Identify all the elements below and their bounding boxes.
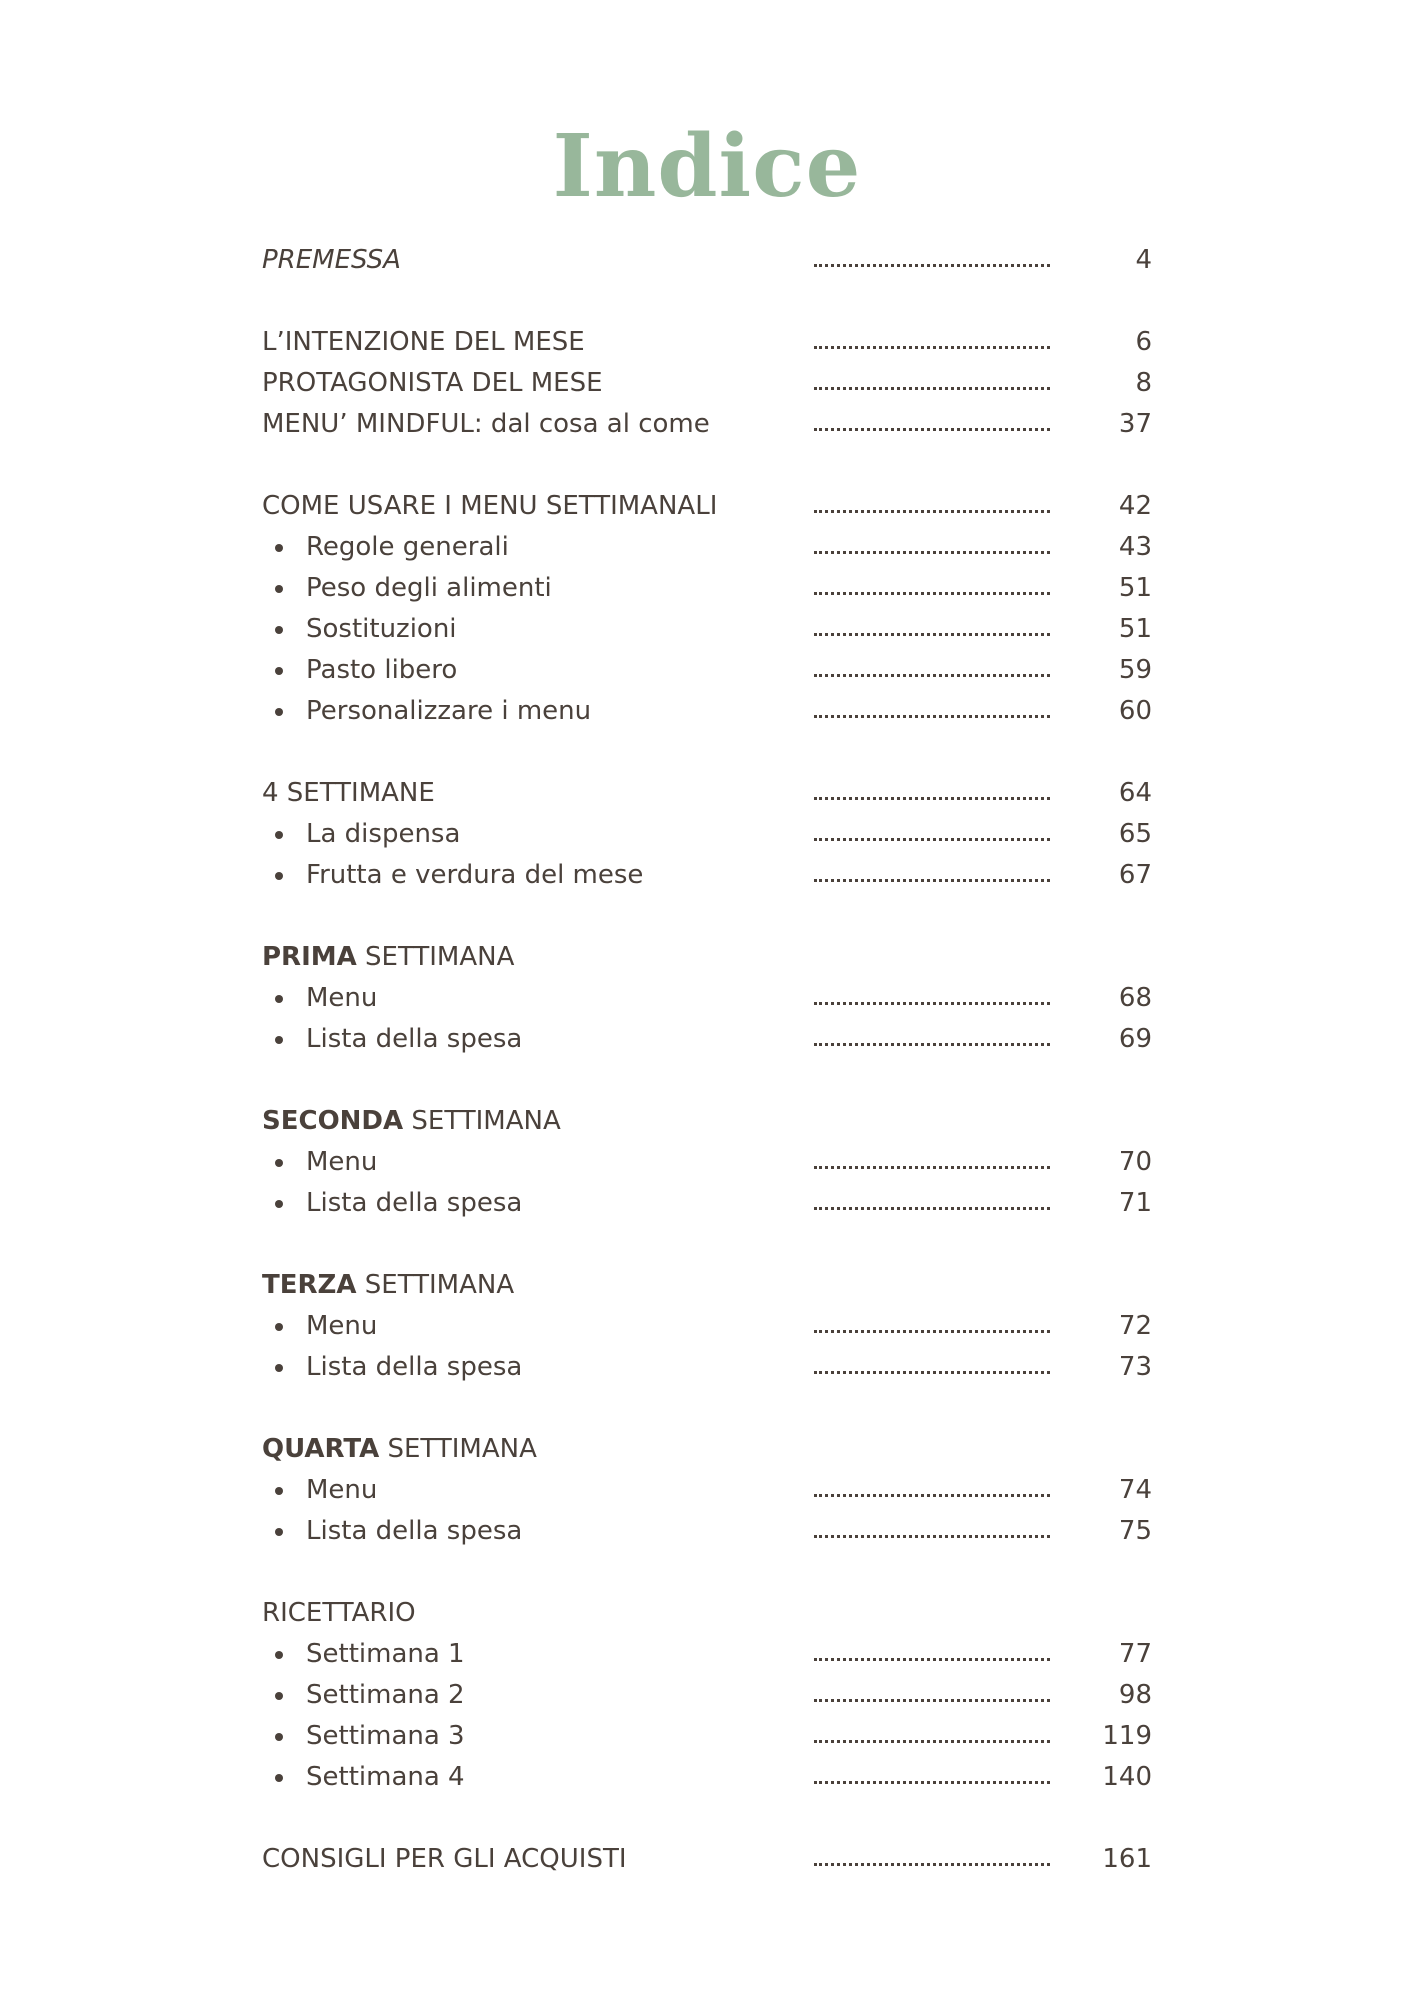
- dot-leader: [814, 1658, 1050, 1661]
- toc-entry-label-emphasis: TERZA: [262, 1270, 357, 1300]
- toc-page-number: 161: [1102, 1844, 1152, 1874]
- page-title: Indice: [552, 116, 862, 217]
- toc-entry[interactable]: [262, 363, 1152, 404]
- bullet-icon: [275, 1159, 283, 1167]
- toc-entry-label: Settimana 2: [306, 1680, 465, 1710]
- toc-entry-label: COME USARE I MENU SETTIMANALI: [262, 491, 718, 521]
- toc-entry-label: Menu: [306, 1311, 378, 1341]
- toc-page-number: 70: [1118, 1147, 1152, 1177]
- toc-subentry[interactable]: [262, 1757, 1152, 1798]
- toc-entry-label: Peso degli alimenti: [306, 573, 552, 603]
- bullet-icon: [275, 995, 283, 1003]
- toc-entry[interactable]: [262, 937, 1152, 978]
- bullet-icon: [275, 1774, 283, 1782]
- bullet-icon: [275, 872, 283, 880]
- dot-leader: [814, 1330, 1050, 1333]
- toc-entry-label-rest: SETTIMANA: [379, 1434, 537, 1464]
- toc-entry[interactable]: [262, 1429, 1152, 1470]
- toc-subentry[interactable]: [262, 568, 1152, 609]
- dot-leader: [814, 346, 1050, 349]
- toc-subentry[interactable]: [262, 609, 1152, 650]
- toc-entry-label: PREMESSA: [262, 245, 401, 275]
- bullet-icon: [275, 585, 283, 593]
- toc-entry[interactable]: [262, 1265, 1152, 1306]
- toc-entry-label-emphasis: QUARTA: [262, 1434, 380, 1464]
- dot-leader: [814, 1494, 1050, 1497]
- dot-leader: [814, 1781, 1050, 1784]
- bullet-icon: [275, 544, 283, 552]
- dot-leader: [814, 1043, 1050, 1046]
- toc-entry[interactable]: [262, 1101, 1152, 1142]
- toc-entry[interactable]: [262, 404, 1152, 445]
- toc-page-number: 37: [1118, 409, 1152, 439]
- dot-leader: [814, 838, 1050, 841]
- toc-subentry[interactable]: [262, 1634, 1152, 1675]
- toc-entry-label: La dispensa: [306, 819, 461, 849]
- toc-entry-label: PROTAGONISTA DEL MESE: [262, 368, 603, 398]
- toc-entry-label: MENU’ MINDFUL: dal cosa al come: [262, 409, 710, 439]
- toc-subentry[interactable]: [262, 1347, 1152, 1388]
- toc-subentry[interactable]: [262, 1019, 1152, 1060]
- toc-entry-label: CONSIGLI PER GLI ACQUISTI: [262, 1844, 627, 1874]
- toc-page-number: 42: [1118, 491, 1152, 521]
- toc-page-number: 119: [1102, 1721, 1152, 1751]
- dot-leader: [814, 551, 1050, 554]
- toc-page-number: 65: [1118, 819, 1152, 849]
- toc-entry-label: Menu: [306, 1147, 378, 1177]
- toc-subentry[interactable]: [262, 814, 1152, 855]
- toc-entry[interactable]: [262, 1839, 1152, 1880]
- toc-entry-label-rest: SETTIMANA: [403, 1106, 561, 1136]
- toc-entry-label-rest: SETTIMANA: [356, 1270, 515, 1300]
- dot-leader: [814, 715, 1050, 718]
- dot-leader: [814, 1207, 1050, 1210]
- toc-subentry[interactable]: [262, 1675, 1152, 1716]
- toc-subentry[interactable]: [262, 1716, 1152, 1757]
- toc-entry-label: Settimana 1: [306, 1639, 465, 1669]
- toc-page-number: 4: [1135, 245, 1152, 275]
- dot-leader: [814, 592, 1050, 595]
- toc-page-number: 69: [1118, 1024, 1152, 1054]
- dot-leader: [814, 264, 1050, 267]
- bullet-icon: [275, 626, 283, 634]
- toc-entry[interactable]: [262, 1593, 1152, 1634]
- toc-page-number: 75: [1118, 1516, 1152, 1546]
- toc-page-number: 71: [1118, 1188, 1152, 1218]
- toc-page-number: 43: [1118, 532, 1152, 562]
- bullet-icon: [275, 1323, 283, 1331]
- toc-entry-label: [262, 1429, 537, 1470]
- dot-leader: [814, 510, 1050, 513]
- toc-entry-label-emphasis: SECONDA: [262, 1106, 404, 1136]
- dot-leader: [814, 674, 1050, 677]
- toc-page-number: 51: [1118, 573, 1152, 603]
- toc-entry-label: RICETTARIO: [262, 1598, 416, 1628]
- bullet-icon: [275, 1692, 283, 1700]
- dot-leader: [814, 1740, 1050, 1743]
- dot-leader: [814, 633, 1050, 636]
- toc-subentry[interactable]: [262, 1511, 1152, 1552]
- bullet-icon: [275, 1528, 283, 1536]
- toc-entry[interactable]: [262, 322, 1152, 363]
- toc-subentry[interactable]: [262, 1470, 1152, 1511]
- toc-entry-label: [262, 1265, 514, 1306]
- toc-entry-label: Sostituzioni: [306, 614, 457, 644]
- toc-entry-label: Settimana 4: [306, 1762, 465, 1792]
- toc-subentry[interactable]: [262, 1142, 1152, 1183]
- toc-page-number: 68: [1118, 983, 1152, 1013]
- toc-entry-label: L’INTENZIONE DEL MESE: [262, 327, 585, 357]
- toc-entry-label: Lista della spesa: [306, 1024, 523, 1054]
- toc-entry-label: Settimana 3: [306, 1721, 465, 1751]
- toc-entry-label: Menu: [306, 1475, 378, 1505]
- toc-page-number: 60: [1118, 696, 1152, 726]
- toc-entry-label: Menu: [306, 983, 378, 1013]
- toc-entry-label: Lista della spesa: [306, 1352, 523, 1382]
- dot-leader: [814, 879, 1050, 882]
- toc-entry[interactable]: [262, 486, 1152, 527]
- bullet-icon: [275, 667, 283, 675]
- bullet-icon: [275, 1200, 283, 1208]
- toc-entry-label: Frutta e verdura del mese: [306, 860, 644, 890]
- dot-leader: [814, 1699, 1050, 1702]
- toc-entry[interactable]: [262, 240, 1152, 281]
- bullet-icon: [275, 1036, 283, 1044]
- toc-page-number: 72: [1118, 1311, 1152, 1341]
- bullet-icon: [275, 1364, 283, 1372]
- toc-page-number: 67: [1118, 860, 1152, 890]
- toc-entry-label: [262, 937, 514, 978]
- toc-subentry[interactable]: [262, 978, 1152, 1019]
- toc-page-number: 59: [1118, 655, 1152, 685]
- toc-page-number: 140: [1102, 1762, 1152, 1792]
- dot-leader: [814, 1371, 1050, 1374]
- toc-page-number: 77: [1118, 1639, 1152, 1669]
- toc-entry-label-rest: SETTIMANA: [356, 942, 515, 972]
- toc-subentry[interactable]: [262, 527, 1152, 568]
- toc-page-number: 6: [1135, 327, 1152, 357]
- toc-entry-label: 4 SETTIMANE: [262, 778, 435, 808]
- dot-leader: [814, 428, 1050, 431]
- toc-subentry[interactable]: [262, 1183, 1152, 1224]
- bullet-icon: [275, 831, 283, 839]
- dot-leader: [814, 387, 1050, 390]
- toc-page-number: 98: [1118, 1680, 1152, 1710]
- toc-subentry[interactable]: [262, 1306, 1152, 1347]
- dot-leader: [814, 1863, 1050, 1866]
- dot-leader: [814, 1002, 1050, 1005]
- toc-subentry[interactable]: [262, 855, 1152, 896]
- dot-leader: [814, 1166, 1050, 1169]
- bullet-icon: [275, 708, 283, 716]
- toc-subentry[interactable]: [262, 650, 1152, 691]
- dot-leader: [814, 797, 1050, 800]
- table-of-contents: [262, 240, 1152, 1880]
- toc-entry-label: [262, 1101, 561, 1142]
- toc-page-number: 8: [1135, 368, 1152, 398]
- toc-entry-label: Lista della spesa: [306, 1516, 523, 1546]
- bullet-icon: [275, 1651, 283, 1659]
- toc-entry[interactable]: [262, 773, 1152, 814]
- toc-page-number: 64: [1118, 778, 1152, 808]
- dot-leader: [814, 1535, 1050, 1538]
- bullet-icon: [275, 1487, 283, 1495]
- toc-entry-label: Pasto libero: [306, 655, 458, 685]
- toc-page-number: 51: [1118, 614, 1152, 644]
- toc-entry-label: Lista della spesa: [306, 1188, 523, 1218]
- bullet-icon: [275, 1733, 283, 1741]
- toc-entry-label: Personalizzare i menu: [306, 696, 592, 726]
- toc-subentry[interactable]: [262, 691, 1152, 732]
- toc-page-number: 74: [1118, 1475, 1152, 1505]
- toc-entry-label-emphasis: PRIMA: [262, 942, 357, 972]
- toc-entry-label: Regole generali: [306, 532, 509, 562]
- toc-page-number: 73: [1118, 1352, 1152, 1382]
